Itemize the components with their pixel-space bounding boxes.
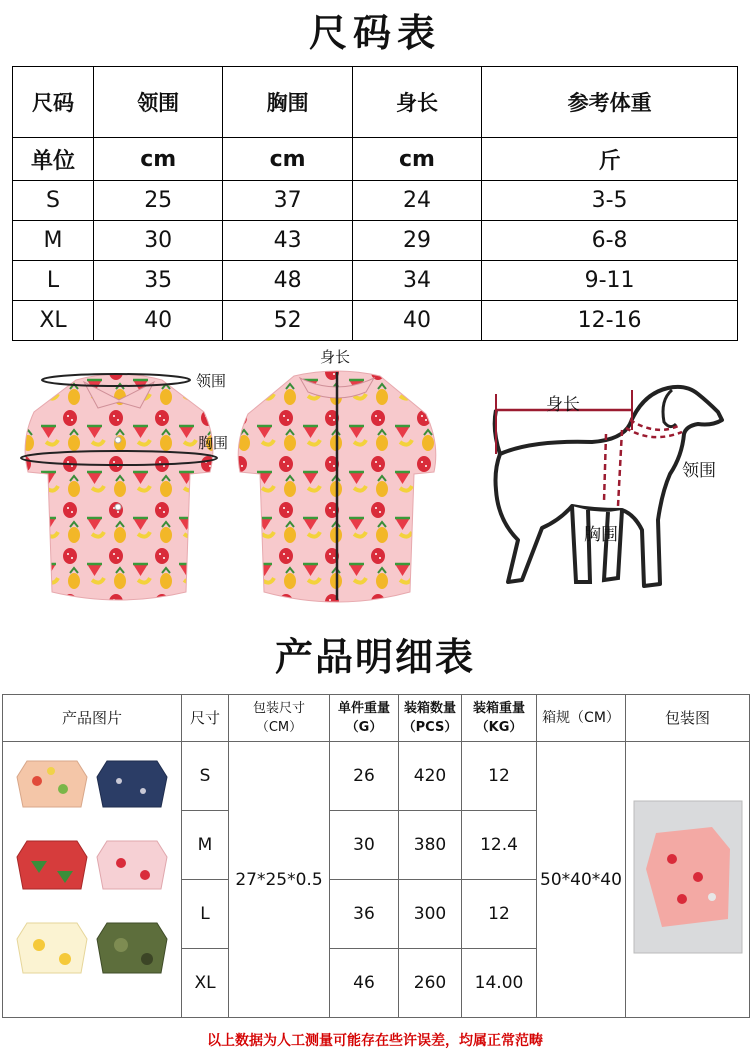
row-box-weight: 12 — [462, 880, 537, 949]
table-row — [13, 181, 738, 221]
row-unit-weight: 30 — [330, 811, 399, 880]
size-chart-unit-row — [13, 138, 738, 181]
dog-collar-label: 领围 — [682, 461, 716, 481]
shirt-back-illustration — [230, 362, 444, 612]
row-box-weight: 14.00 — [462, 949, 537, 1018]
header-box-weight — [462, 695, 537, 742]
unit-cell: cm — [352, 138, 481, 181]
table-cell: 40 — [94, 301, 223, 341]
table-cell: 12-16 — [482, 301, 738, 341]
header-box-qty — [399, 695, 462, 742]
table-cell: 48 — [223, 261, 352, 301]
collar-label: 领围 — [196, 372, 227, 390]
table-row — [3, 742, 750, 811]
dog-length-label: 身长 — [546, 395, 580, 415]
header-unit-weight — [330, 695, 399, 742]
table-cell: 24 — [352, 181, 481, 221]
header-package-size-unit: （CM） — [255, 720, 303, 735]
details-title: 产品明细表 — [274, 635, 475, 679]
header-box-weight-label: 装箱重量 — [472, 701, 525, 716]
row-box-weight: 12 — [462, 742, 537, 811]
dog-illustration — [472, 370, 732, 600]
table-cell: 40 — [352, 301, 481, 341]
table-cell: 30 — [94, 221, 223, 261]
size-chart-title: 尺码表 — [308, 11, 441, 55]
header-box-weight-unit: （KG） — [475, 720, 523, 735]
table-cell: 3-5 — [482, 181, 738, 221]
table-cell: 6-8 — [482, 221, 738, 261]
table-row — [13, 261, 738, 301]
dog-chest-label: 胸围 — [584, 525, 618, 545]
unit-cell: cm — [94, 138, 223, 181]
row-unit-weight: 36 — [330, 880, 399, 949]
row-box-qty: 300 — [399, 880, 462, 949]
header-package-image: 包装图 — [626, 695, 750, 742]
header-box-qty-unit: （PCS） — [402, 720, 458, 735]
row-box-weight: 12.4 — [462, 811, 537, 880]
package-size-value: 27*25*0.5 — [229, 742, 330, 1018]
unit-cell: cm — [223, 138, 352, 181]
table-cell: 9-11 — [482, 261, 738, 301]
table-cell: 25 — [94, 181, 223, 221]
table-cell: S — [13, 181, 94, 221]
thumb-fruit-shirt — [17, 761, 87, 807]
header-chest: 胸围 — [223, 67, 352, 138]
thumb-strawberry-shirt — [97, 841, 167, 889]
details-table — [2, 694, 750, 1018]
product-images-cell — [3, 742, 182, 1018]
header-package-size — [229, 695, 330, 742]
header-unit-weight-label: 单件重量 — [337, 701, 390, 716]
chest-label: 胸围 — [198, 434, 229, 452]
table-cell: 52 — [223, 301, 352, 341]
size-chart-header-row — [13, 67, 738, 138]
header-collar: 领围 — [94, 67, 223, 138]
row-box-qty: 380 — [399, 811, 462, 880]
table-cell: XL — [13, 301, 94, 341]
header-package-size-label: 包装尺寸 — [252, 701, 305, 716]
unit-cell: 单位 — [13, 138, 94, 181]
length-label: 身长 — [320, 348, 351, 366]
header-carton: 箱规（CM） — [537, 695, 626, 742]
table-row — [13, 221, 738, 261]
row-size: S — [182, 742, 229, 811]
table-cell: 35 — [94, 261, 223, 301]
thumb-watermelon-shirt — [17, 841, 87, 889]
details-header-row — [3, 695, 750, 742]
thumb-camo-shirt — [97, 923, 167, 973]
thumb-navy-shirt — [97, 761, 167, 807]
row-size: XL — [182, 949, 229, 1018]
header-image: 产品图片 — [3, 695, 182, 742]
thumb-lemon-shirt — [17, 923, 87, 973]
footer-note: 以上数据为人工测量可能存在些许误差，均属正常范畴 — [207, 1033, 543, 1049]
shirt-front-illustration — [14, 362, 227, 612]
row-unit-weight: 26 — [330, 742, 399, 811]
header-weight: 参考体重 — [482, 67, 738, 138]
row-box-qty: 260 — [399, 949, 462, 1018]
carton-value: 50*40*40 — [537, 742, 626, 1018]
table-row — [13, 301, 738, 341]
package-image-cell — [626, 742, 750, 1018]
table-cell: 34 — [352, 261, 481, 301]
row-box-qty: 420 — [399, 742, 462, 811]
package-photo — [632, 799, 744, 955]
size-chart-table — [12, 66, 738, 341]
product-thumbnails — [7, 747, 177, 1007]
row-size: M — [182, 811, 229, 880]
header-unit-weight-unit: （G） — [345, 720, 383, 735]
table-cell: 29 — [352, 221, 481, 261]
header-box-qty-label: 装箱数量 — [403, 701, 456, 716]
header-length: 身长 — [352, 67, 481, 138]
table-cell: L — [13, 261, 94, 301]
header-size: 尺寸 — [182, 695, 229, 742]
unit-cell: 斤 — [482, 138, 738, 181]
table-cell: 43 — [223, 221, 352, 261]
collar-measure-line — [38, 370, 198, 392]
row-size: L — [182, 880, 229, 949]
row-unit-weight: 46 — [330, 949, 399, 1018]
chest-measure-line — [14, 446, 224, 472]
table-cell: 37 — [223, 181, 352, 221]
table-cell: M — [13, 221, 94, 261]
header-size: 尺码 — [13, 67, 94, 138]
